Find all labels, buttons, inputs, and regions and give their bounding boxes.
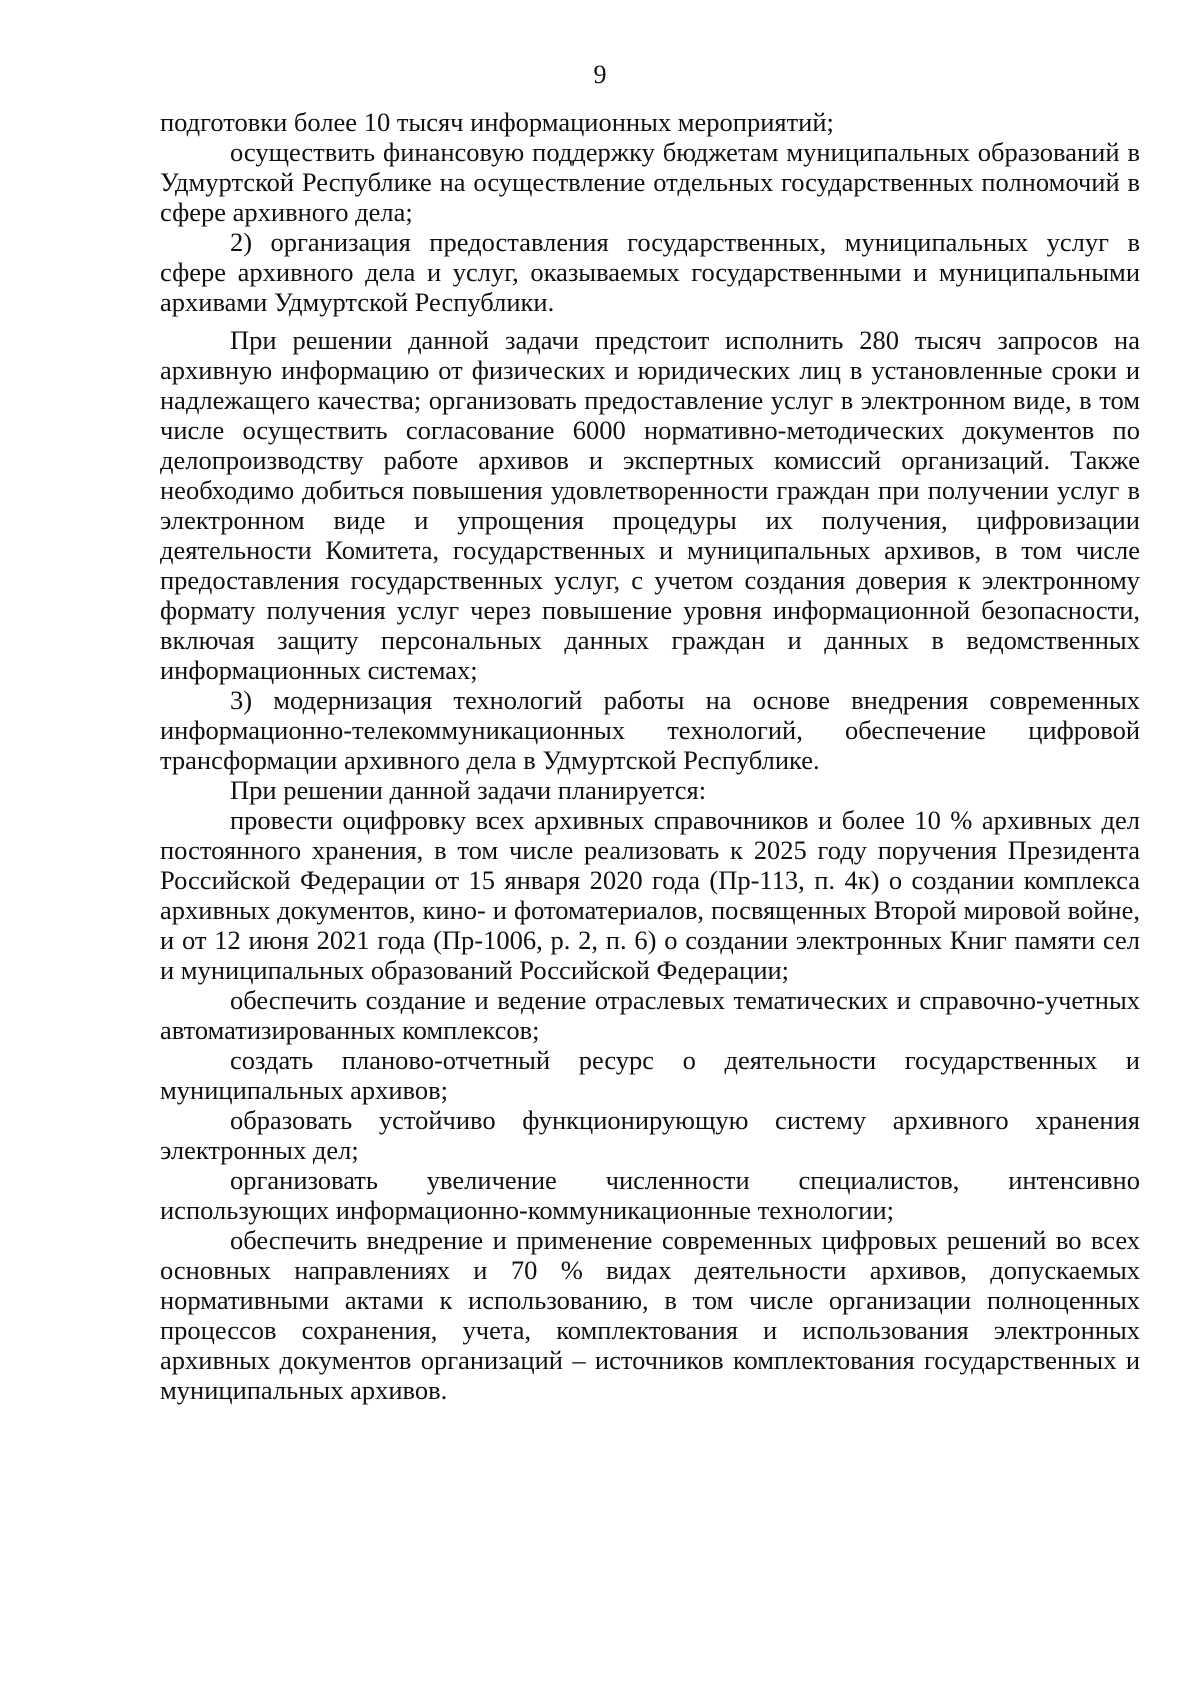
- paragraph-task-3-plan-intro: При решении данной задачи планируется:: [230, 775, 707, 805]
- paragraph-task-2-services: 2) организация предоставления государственных, муниципальных услуг в сфере архивного дела и услуг, оказываемых государственными и муниципальными архивами Удмуртской Республики.: [160, 227, 1140, 317]
- paragraph-financial-support: осуществить финансовую поддержку бюджетам муниципальных образований в Удмуртской Республике на осуществление отдельных государственных полномочий в сфере архивного дела;: [160, 137, 1140, 227]
- paragraph-specialists: организовать увеличение численности специалистов, интенсивно использующих информационно-коммуникационные технологии;: [160, 1165, 1140, 1225]
- paragraph-electronic-storage: образовать устойчиво функционирующую систему архивного хранения электронных дел;: [160, 1105, 1140, 1165]
- paragraph-task-3-modernization: 3) модернизация технологий работы на основе внедрения современных информационно-телекоммуникационных технологий, обеспечение цифровой трансформации архивного дела в Удмуртской Республике.: [160, 685, 1140, 775]
- page-number: 9: [593, 60, 607, 89]
- paragraph-preparation-events: подготовки более 10 тысяч информационных мероприятий;: [160, 107, 834, 137]
- paragraph-digitization: провести оцифровку всех архивных справочников и более 10 % архивных дел постоянного хранения, в том числе реализовать к 2025 году поручения Президента Российской Федерации от 15 января 2020 года (Пр-113, п. 4к) о создании комплекса архивных документов, кино- и фотоматериалов, посвященных Второй мировой войне, и от 12 июня 2021 года (Пр-1006, р. 2, п. 6) о создании электронных Книг памяти сел и муниципальных образований Российской Федерации;: [160, 805, 1140, 985]
- paragraph-reporting-resource: создать планово-отчетный ресурс о деятельности государственных и муниципальных архивов;: [160, 1045, 1140, 1105]
- document-body: [160, 107, 1140, 1405]
- paragraph-task-2-details: При решении данной задачи предстоит исполнить 280 тысяч запросов на архивную информацию от физических и юридических лиц в установленные сроки и надлежащего качества; организовать предоставление услуг в электронном виде, в том числе осуществить согласование 6000 нормативно-методических документов по делопроизводству работе архивов и экспертных комиссий организаций. Также необходимо добиться повышения удовлетворенности граждан при получении услуг в электронном виде и упрощения процедуры их получения, цифровизации деятельности Комитета, государственных и муниципальных архивов, в том числе предоставления государственных услуг, с учетом создания доверия к электронному формату получения услуг через повышение уровня информационной безопасности, включая защиту персональных данных граждан и данных в ведомственных информационных системах;: [160, 325, 1140, 685]
- paragraph-thematic-complexes: обеспечить создание и ведение отраслевых тематических и справочно-учетных автоматизированных комплексов;: [160, 985, 1140, 1045]
- paragraph-digital-solutions: обеспечить внедрение и применение современных цифровых решений во всех основных направлениях и 70 % видах деятельности архивов, допускаемых нормативными актами к использованию, в том числе организации полноценных процессов сохранения, учета, комплектования и использования электронных архивных документов организаций – источников комплектования государственных и муниципальных архивов.: [160, 1225, 1140, 1405]
